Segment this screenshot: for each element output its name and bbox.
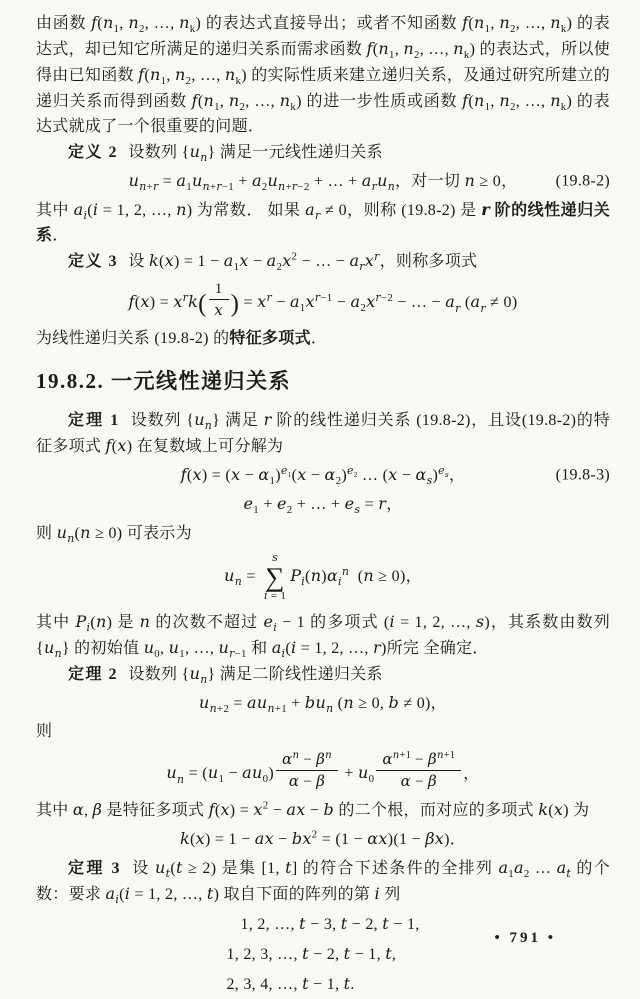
array-row-1: 1, 2, …, t − 3, t − 2, t − 1, [240,913,420,933]
solution-post: ， [463,765,480,783]
sigma-summation-icon [264,552,286,603]
theorem-3-intro: 设 $u_t(t \ge 2)$ 是集 [1, t] 的符合下述条件的全排列 $a_1a_2$ … $a_t$ 的个数：要求 $a_i(i = 1$, 2, …, t) 取自下面的阵列的第 i 列 [36,857,610,907]
permutation-array [36,909,610,999]
summation-rhs: $P_i(n)\alpha_i^n$ (n ≥ 0)， [290,564,422,589]
closed-form-solution-equation [36,750,610,791]
fraction-denominator: x [214,301,224,319]
solution-lhs: $u_n = (u_1 - au_0)$ [166,763,274,786]
fraction-2-denominator: α − β [400,771,437,790]
theorem-1-after [36,609,610,661]
fraction-numerator: 1 [209,280,229,300]
kx-factorization-body: k(x) = 1 − ax − $bx^2 = (1 - \alpha x)(1 - \beta x)$． [180,828,466,848]
summation-formula [36,552,610,603]
section-heading: 19.8.2. 一元线性递归关系 [36,369,291,393]
definition-2-after [36,197,610,248]
fraction-1-denominator: α − β [288,771,326,790]
exponent-sum-equation [36,491,610,517]
permutation-array-inner [226,909,419,999]
left-paren: ( [198,290,207,318]
solution-mid: + $u_0$ [340,763,375,786]
definition-3-after [36,326,610,351]
definition-2-intro: 设数列 $\{u_n\}$ 满足一元线性递归关系 [128,142,383,165]
theorem-2-after-text: 其中 α, β 是特征多项式 $f(x) = x^2$ − ax − b 的二个根，而对应的多项式 k(x) 为 [36,799,590,819]
equation-number-19-8-3: (19.8-3) [555,466,610,484]
equation-19-8-3-body: $f(x) = (x - \alpha_1)^{e_1}(x - \alpha_2)^{e_2}$ … $(x - \alpha_s)^{e_s}$， [180,463,466,488]
theorem-1-after-text: 其中 $P_i(n)$ 是 n 的次数不超过 $e_i - 1$ 的多项式 (i = 1, 2, …, s)，其系数由数列 $\{u_n\}$ 的初始值 $u_0$, $u_1$, …, $u_{r-1}$ 和 $a_i(i = 1$, 2, …, r)所完 全确定． [36,611,611,661]
summation-lhs: $u_n$ = [224,566,260,589]
theorem-2-paragraph [36,661,610,687]
exponent-sum-body: $e_1 + e_2$ + … + $e_s = r$， [243,494,403,517]
one-over-x-fraction [207,280,231,320]
fraction-2-numerator: $\alpha^{n+1} - \beta^{n+1}$ [376,750,461,771]
theorem-3-paragraph [36,855,610,907]
equation-number-19-8-2: (19.8-2) [555,172,610,190]
definition-2-after-text: 其中 $a_i(i = 1$, 2, …, n) 为常数． 如果 $a_r \ne 0$，则称 (19.8-2) 是 r 阶的线性递归关系． [36,200,611,244]
factorization-equation-19-8-3 [36,462,610,488]
theorem-3-label: 定理 3 [68,859,122,877]
alpha-beta-fraction-2 [374,750,463,791]
equation-19-8-2-body: $u_{n+r} = a_1u_{n+r-1} + a_2u_{n+r-2}$ + … + $a_ru_n$，对一切 n ≥ 0， [128,171,518,194]
intro-text: 由函数 $f(n_1$, $n_2$, …, $n_k$) 的表达式直接导出；或者不知函数 $f(n_1$, $n_2$, …, $n_k$) 的表达式，却已知它所满足的递归关系而需求函数 $f(n_1$, $n_2$, …, $n_k$) 的表达式，所以使得由已知函数 $f(n_1$, $n_2$, …, $n_k$) 的实际性质来建立递归关系，及通过研究所建立的递归关系而得到函数 $f(n_1$, $n_2$, …, $n_k$) 的进一步性质或函数 $f(n_1$, $n_2$, …, $n_k$) 的表达式就成了一个很重要的问题． [36,13,611,135]
definition-2-label: 定义 2 [68,144,119,161]
fraction-1-numerator: $\alpha^n - \beta^n$ [276,750,338,771]
theorem-2-then [36,719,610,744]
array-row-3: 2, 3, 4, …, t − 1, t. [226,973,355,993]
definition-2-paragraph [36,139,610,165]
second-order-recurrence-body: $u_{n+2} = au_{n+1} + bu_n$ (n ≥ 0, b ≠ 0)， [199,692,447,716]
theorem-1-mid [36,520,610,546]
theorem-1-intro: 设数列 $\{u_n\}$ 满足 r 阶的线性递归关系 (19.8-2)，且设(19.8-2)的特征多项式 f(x) 在复数域上可分解为 [36,410,610,455]
kx-factorization-equation [36,826,610,852]
right-paren: ) [230,290,240,318]
definition-3-intro: 设 $k(x) = 1 - a_1x - a_2x^2$ − … − $a_rx^r$，则称多项式 [128,249,478,274]
definition-3-paragraph [36,248,610,274]
theorem-1-mid-text: 则 $u_n(n \ge 0)$ 可表示为 [36,523,192,546]
characteristic-polynomial-equation [36,280,610,320]
sum-lower-limit: i = 1 [263,589,287,603]
alpha-beta-fraction-1 [274,750,340,791]
array-row-2: 1, 2, 3, …, t − 2, t − 1, t, [226,943,397,963]
sum-upper-limit: s [272,551,279,564]
char-poly-pre: $f(x) = x^rk$ [128,291,199,312]
char-poly-post: = $x^r - a_1x^{r-1} - a_2x^{r-2}$ − … − $a_r$ $(a_r \ne 0)$ [239,291,518,315]
page-number: • 791 • [494,930,556,946]
second-order-recurrence-equation [36,690,610,716]
theorem-1-paragraph [36,407,610,459]
definition-3-label: 定义 3 [68,253,119,270]
definition-3-after-text: 为线性递归关系 (19.8-2) 的特征多项式． [36,330,328,347]
theorem-2-intro: 设数列 $\{u_n\}$ 满足二阶线性递归关系 [128,663,383,687]
theorem-2-label: 定理 2 [68,665,119,683]
theorem-2-after [36,797,610,823]
theorem-1-label: 定理 1 [68,412,120,429]
recurrence-equation-19-8-2 [36,168,610,194]
intro-paragraph [36,10,610,139]
theorem-2-then-text: 则 [36,722,53,740]
sigma-glyph: ∑ [265,561,285,592]
